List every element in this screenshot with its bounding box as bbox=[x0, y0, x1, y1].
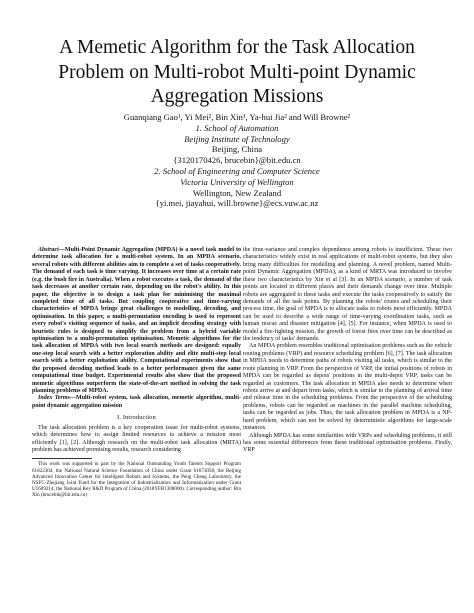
funding-footnote: This work was supported in part by the National Outstanding Youth Talents Support Program 61822304, the National Natural Science Foundation of China under Grant 61673058, the Beijing Advanced Innovation Center for Intelligent Robots and Systems, the Peng Cheng Laboratory, the NSFC-Zhejiang Joint Fund for the Integration of Industrialization and Informatization under Grant U1609214, the National Key R&D Program of China (2018YFB1308000). Corresponding author: Bin Xin (brucebin@bit.edu.cn) bbox=[32, 461, 241, 499]
intro-paragraph-2: the time-variance and complex dependence among robots is insufficient. These two characteristics widely exist in real applications of multi-robot systems, but they also bring many difficulties for modelling and planning. A novel problem, named Multi-point Dynamic Aggregation (MPDA), as a kind of MRTA was introduced to involve these two characteristics by Xin et al [3]. In an MPDA scenario, a number of task points are located in different places and their demands change over time. Multiple robots are aggregated to these tasks and execute the tasks cooperatively to satisfy the demands of all the task points. By planning the robots' routes and scheduling their process time, the goal of MPDA is to allocate tasks to robots most efficiently. MPDA can be used to describe a wide range of time-varying coordination tasks, such as human rescue and disaster mitigation [4], [5]. For instance, when MPDA is used to model a fire-fighting mission, the growth of forest fires over time can be described as the tendency of tasks' demands. bbox=[243, 247, 452, 343]
affiliation-2-location: Wellington, New Zealand bbox=[192, 187, 282, 198]
affiliation-1-location: Beijing, China bbox=[211, 144, 263, 155]
abstract-label: Abstract bbox=[38, 247, 59, 253]
affiliation-2-school: 2. School of Engineering and Computer Science bbox=[154, 165, 320, 176]
index-terms-text: —Multi-robot system, task allocation, memetic algorithm, multi-point dynamic aggregation mission bbox=[32, 395, 241, 409]
affiliation-1-institute: Beijing Institute of Technology bbox=[184, 133, 290, 144]
section-heading-introduction: I. Introduction bbox=[117, 414, 156, 422]
paper-title: A Memetic Algorithm for the Task Allocation Problem on Multi-robot Multi-point Dynamic Aggregation Missions bbox=[58, 37, 416, 107]
intro-paragraph-4: Although MPDA has some similarities with VRPs and scheduling problems, it still has some essential differences from these traditional optimisation problems. Firstly, VRP bbox=[243, 432, 452, 454]
affiliation-2-emails: {yi.mei, jiayahui, will.browne}@ecs.vuw.ac.nz bbox=[155, 198, 319, 209]
abstract bbox=[32, 247, 241, 395]
index-terms-label: Index Terms bbox=[38, 395, 70, 402]
affiliation-1-school: 1. School of Automation bbox=[195, 122, 279, 133]
author-names: Guanqiang Gao¹, Yi Mei², Bin Xin¹, Ya-hui Jia² and Will Browne² bbox=[123, 112, 351, 122]
abstract-text: —Multi-Point Dynamic Aggregation (MPDA) is a novel task model to determine task allocation for a multi-robot system. In an MPDA scenario, several robots with different abilities aim to complete a set of tasks cooperatively. The demand of each task is time varying. It increases over time at a certain rate (e.g. the bush fire in Australia). When a robot executes a task, the demand of the task decreases at another certain rate, depending on the robot's ability. In this paper, the objective is to design a task plan for minimising the maximal completed time of all tasks. But coupling cooperative and time-varying characteristics of MPDA brings great challenges to modelling, decoding, and optimisation. In this paper, a multi-permutation encoding is used to represent every robot's visiting sequence of tasks, and an implicit decoding strategy with heuristic rules is designed to simplify the problem from a hybrid variable optimisation to a multi-permutation optimisation. Memetic algorithms for the task allocation of MPDA with two local search methods are designed: equally one-step local search with a better exploration ability and elite multi-step local search with a better exploitation ability. Computational experiments show that the proposed decoding method leads to a better performance given the same computational time budget. Experimental results also show that the proposed memetic algorithms outperform the state-of-the-art method in solving the task planning problems of MPDA. bbox=[32, 247, 241, 395]
author-block bbox=[40, 112, 434, 209]
footnote-divider bbox=[32, 458, 92, 459]
right-column bbox=[243, 247, 452, 455]
affiliation-2-institute: Victoria University of Wellington bbox=[180, 176, 294, 187]
intro-paragraph-1: The task allocation problem is a key cooperation issue for multi-robot systems, which determines how to assign limited resources to achieve a mission most efficiently [1], [2]. Although research on the multi-robot task allocation (MRTA) problem has achieved promising results, research considering bbox=[32, 424, 241, 453]
intro-paragraph-3: An MPDA problem resembles traditional optimisation problems such as the vehicle routing problems (VRP) and resource scheduling problem [6], [7]. The task allocation in MPDA needs to determine paths of robots visiting all tasks, which is similar to the route planning in VRP. From the perspective of VRP, the initial positions of robots in MPDA can be regarded as depots' positions in the multi-depot VRP, tasks can be regarded as customers. The task allocation in MPDA also needs to determine when robots arrive at and depart from tasks, which is similar to the planning of arrival time and release time in the scheduling problems. From the perspective of the scheduling problems, robots can be regarded as machines in the parallel machine scheduling, tasks can be regarded as jobs. Thus, the task allocation problem in MPDA is a NP-hard problem, which can not be solved by deterministic algorithms for large-scale instances. bbox=[243, 343, 452, 432]
left-column bbox=[32, 247, 241, 498]
affiliation-1-emails: {3120170426, brucebin}@bit.edu.cn bbox=[173, 155, 301, 166]
index-terms bbox=[32, 395, 241, 410]
